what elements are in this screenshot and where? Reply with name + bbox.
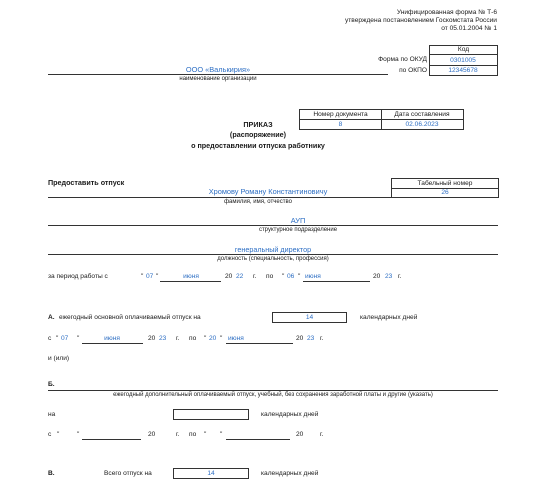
form-reference-line3: от 05.01.2004 № 1 [441, 25, 497, 32]
section-a-to-year-suffix: г. [320, 335, 324, 342]
form-reference-line2: утверждена постановлением Госкомстата России [344, 17, 497, 24]
section-a-from-quote-open: " [56, 335, 59, 342]
period-from-month: июня [183, 273, 199, 280]
period-to-year: 23 [385, 273, 393, 280]
total-leave-label: Всего отпуск на [104, 470, 152, 477]
section-b-on-label: на [48, 411, 56, 418]
period-from-day: 07 [146, 273, 154, 280]
period-from-year-suffix: г. [253, 273, 257, 280]
tab-number-header: Табельный номер [417, 180, 473, 187]
doc-date-value: 02.06.2023 [405, 121, 439, 128]
section-b-from-year-prefix: 20 [148, 431, 156, 438]
position-caption: должность (специальность, профессия) [217, 256, 329, 262]
section-a-to-label: по [189, 335, 197, 342]
period-from-year-prefix: 20 [225, 273, 233, 280]
section-a-to-year: 23 [307, 335, 315, 342]
section-a-from-prefix: с [48, 335, 52, 342]
section-a-from-year-prefix: 20 [148, 335, 156, 342]
form-reference [345, 9, 497, 32]
period-to-quote-open: " [282, 273, 285, 280]
section-b-to-quote-close: " [220, 431, 223, 438]
section-v-label: В. [48, 470, 55, 477]
organization-caption: наименование организации [179, 76, 257, 82]
section-a-to-month: июня [228, 335, 244, 342]
section-a-days-unit: календарных дней [360, 314, 418, 321]
period-from-quote-open: " [141, 273, 144, 280]
tab-number-value: 26 [441, 189, 449, 196]
period-from-year: 22 [236, 273, 244, 280]
codes-header-cell [429, 45, 498, 54]
period-from-quote-close: " [156, 273, 159, 280]
codes-title: Код [457, 46, 470, 53]
section-a-from-year: 23 [159, 335, 167, 342]
full-name-caption: фамилия, имя, отчество [224, 199, 292, 205]
period-to-month: июня [305, 273, 321, 280]
employee-full-name: Хромову Роману Константиновичу [208, 187, 328, 196]
section-b-from-year-suffix: г. [176, 431, 180, 438]
employee-position: генеральный директор [234, 245, 312, 254]
section-b-days-unit: календарных дней [261, 411, 319, 418]
grant-leave-label: Предоставить отпуск [48, 178, 125, 187]
total-days-box [173, 468, 249, 479]
employee-department: АУП [290, 216, 306, 225]
section-a-to-year-prefix: 20 [296, 335, 304, 342]
form-reference-line1: Унифицированная форма № Т-6 [396, 9, 497, 16]
section-a-days: 14 [305, 314, 314, 321]
department-caption: структурное подразделение [258, 227, 338, 233]
okud-value: 0301005 [450, 57, 476, 64]
section-a-from-quote-close: " [77, 335, 80, 342]
section-b-days-box[interactable] [173, 409, 249, 420]
period-to-day: 06 [287, 273, 295, 280]
section-b-to-label: по [189, 431, 197, 438]
section-b-from-prefix: с [48, 431, 52, 438]
organization-name: ООО «Валькирия» [185, 65, 251, 74]
okud-label: Форма по ОКУД [378, 56, 427, 63]
section-b-caption: ежегодный дополнительный оплачиваемый отпуск, учебный, без сохранения заработной платы и другие (указать) [113, 392, 433, 398]
okpo-label: по ОКПО [399, 67, 427, 74]
section-a-from-month: июня [104, 335, 120, 342]
section-a-days-box [272, 312, 347, 323]
order-subtitle: (распоряжение) [229, 130, 287, 139]
section-a-from-day: 07 [61, 335, 69, 342]
section-b-to-quote-open: " [204, 431, 207, 438]
period-to-quote-close: " [298, 273, 301, 280]
section-a-to-quote-close: " [220, 335, 223, 342]
okpo-value: 12345678 [448, 67, 478, 74]
section-a-label: А. [48, 314, 55, 321]
period-label: за период работы с [48, 273, 108, 280]
section-a-to-quote-open: " [204, 335, 207, 342]
total-days-unit: календарных дней [261, 470, 319, 477]
doc-date-header: Дата составления [394, 111, 450, 118]
section-b-from-quote-open: " [57, 431, 60, 438]
doc-number-value: 8 [338, 121, 343, 128]
order-purpose: о предоставлении отпуска работнику [191, 141, 325, 150]
period-to-year-prefix: 20 [373, 273, 381, 280]
total-days: 14 [207, 470, 215, 477]
section-b-to-year-prefix: 20 [296, 431, 304, 438]
codes-values-box [429, 54, 498, 76]
section-a-from-year-suffix: г. [176, 335, 180, 342]
section-a-to-day: 20 [209, 335, 217, 342]
section-b-from-quote-close: " [77, 431, 80, 438]
order-title: ПРИКАЗ [243, 120, 273, 129]
section-b-label: Б. [48, 381, 55, 388]
period-to-label: по [266, 273, 274, 280]
section-b-to-year-suffix: г. [320, 431, 324, 438]
and-or-label: и (или) [48, 355, 70, 362]
period-to-year-suffix: г. [398, 273, 402, 280]
doc-number-header: Номер документа [313, 111, 368, 118]
section-a-text: ежегодный основной оплачиваемый отпуск на [59, 314, 201, 321]
